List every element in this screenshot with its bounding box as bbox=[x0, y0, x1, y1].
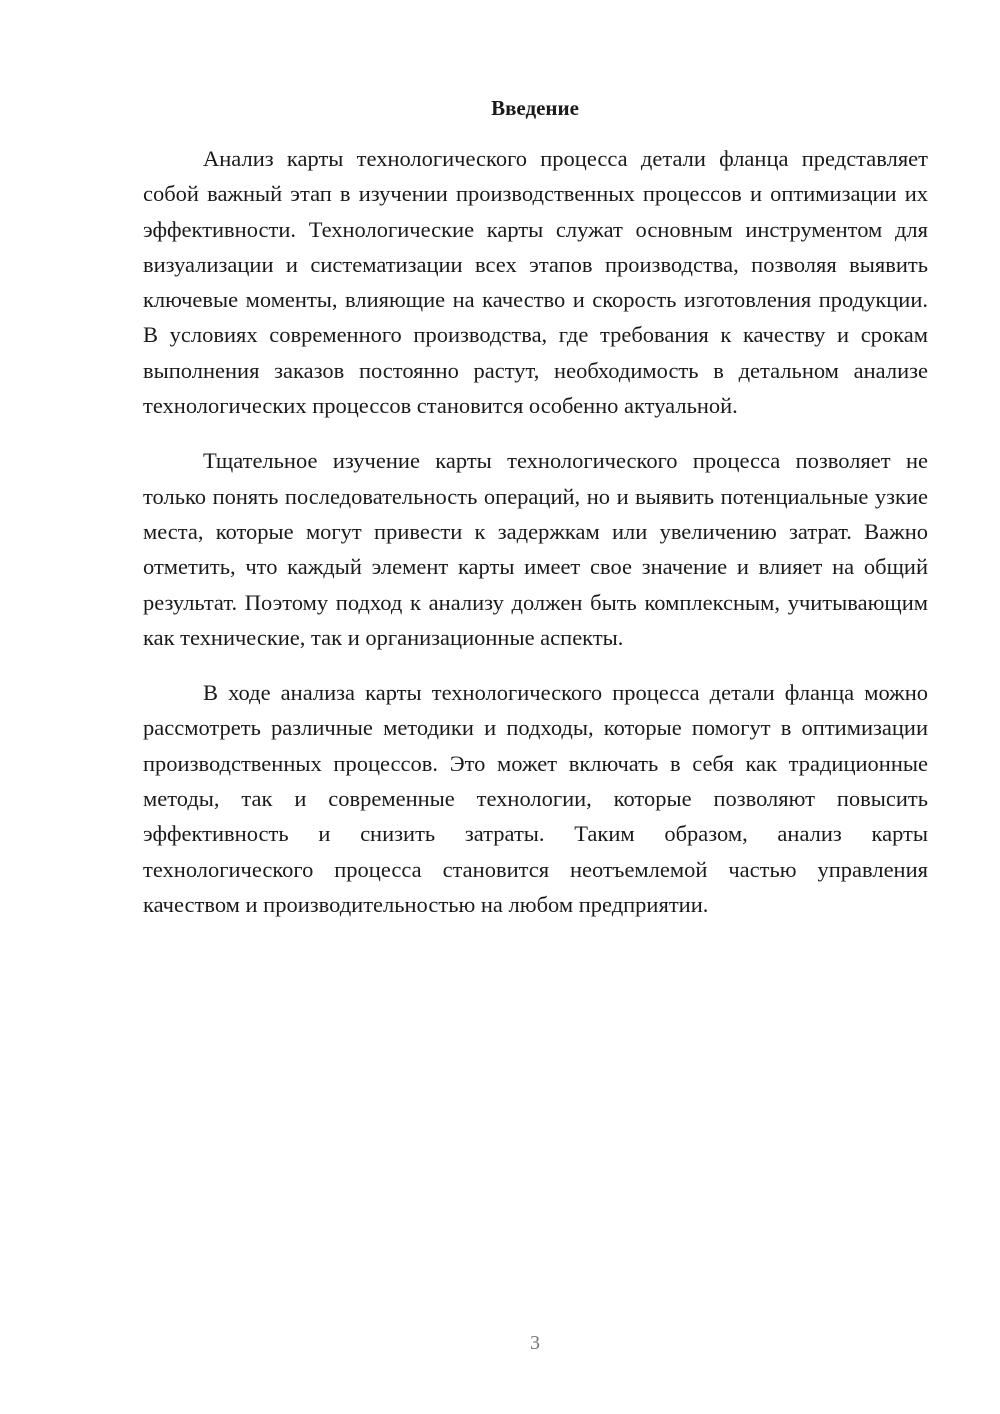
body-text bbox=[143, 141, 928, 942]
section-heading: Введение bbox=[491, 96, 579, 120]
paragraph-3: В ходе анализа карты технологического процесса детали фланца можно рассмотреть различные методики и подходы, которые помогут в оптимизации производственных процессов. Это может включать в себя как традиционные методы, так и современные технологии, которые позволяют повысить эффективность и снизить затраты. Таким образом, анализ карты технологического процесса становится неотъемлемой частью управления качеством и производительностью на любом предприятии. bbox=[143, 680, 928, 917]
paragraph-1: Анализ карты технологического процесса детали фланца представляет собой важный этап в изучении производственных процессов и оптимизации их эффективности. Технологические карты служат основным инструментом для визуализации и систематизации всех этапов производства, позволяя выявить ключевые моменты, влияющие на качество и скорость изготовления продукции. В условиях современного производства, где требования к качеству и срокам выполнения заказов постоянно растут, необходимость в детальном анализе технологических процессов становится особенно актуальной. bbox=[143, 146, 928, 419]
paragraph-2: Тщательное изучение карты технологического процесса позволяет не только понять последовательность операций, но и выявить потенциальные узкие места, которые могут привести к задержкам или увеличению затрат. Важно отметить, что каждый элемент карты имеет свое значение и влияет на общий результат. Поэтому подход к анализу должен быть комплексным, учитывающим как технические, так и организационные аспекты. bbox=[143, 448, 928, 650]
page-number: 3 bbox=[530, 1332, 540, 1354]
